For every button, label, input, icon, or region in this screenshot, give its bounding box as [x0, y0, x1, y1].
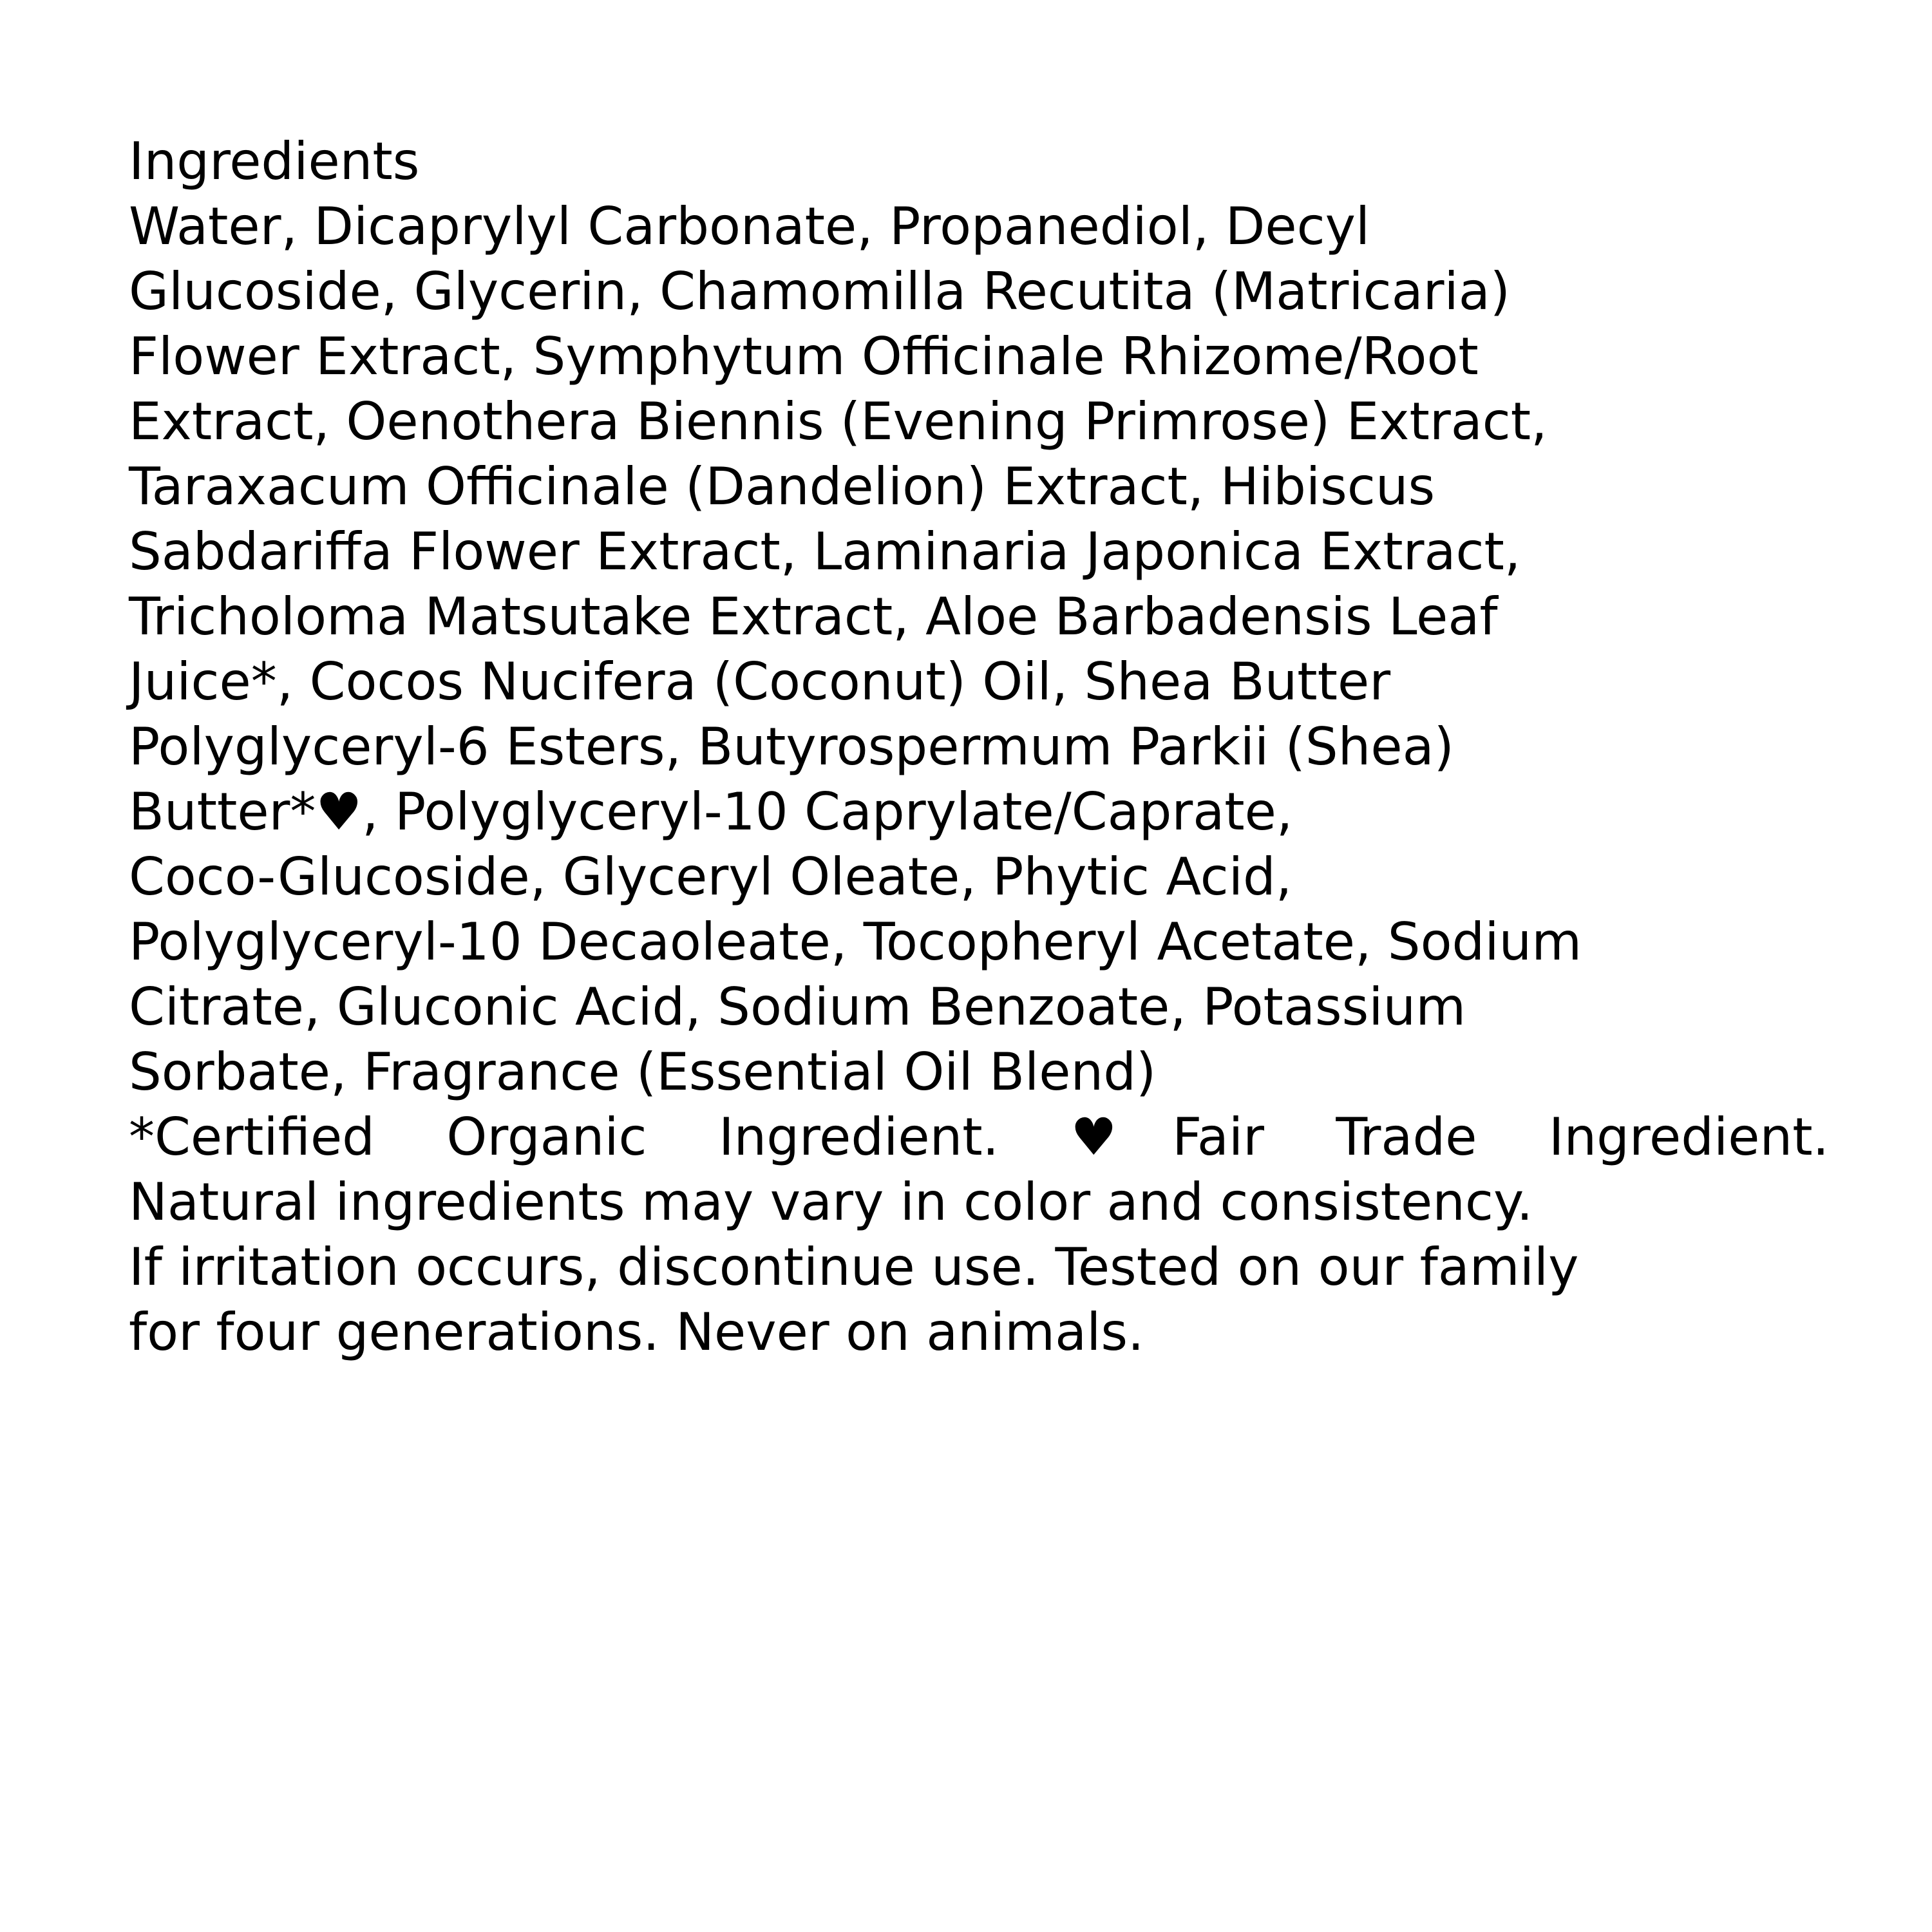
ingredient-line: Flower Extract, Symphytum Officinale Rhizome/Root: [129, 327, 1479, 386]
ingredient-line: Juice*, Cocos Nucifera (Coconut) Oil, Shea Butter: [129, 652, 1391, 712]
notice-line: Natural ingredients may vary in color and consistency.: [129, 1172, 1533, 1232]
ingredient-line: Butter*♥, Polyglyceryl-10 Caprylate/Caprate,: [129, 782, 1293, 842]
ingredient-line: Sabdariffa Flower Extract, Laminaria Japonica Extract,: [129, 522, 1521, 582]
notice-line: for four generations. Never on animals.: [129, 1302, 1144, 1362]
ingredient-line: Water, Dicaprylyl Carbonate, Propanediol, Decyl: [129, 196, 1370, 256]
ingredient-line: Coco-Glucoside, Glyceryl Oleate, Phytic Acid,: [129, 847, 1293, 907]
footnote-line: *Certified Organic Ingredient. ♥Fair Trade Ingredient.: [129, 1107, 1829, 1167]
ingredient-line: Extract, Oenothera Biennis (Evening Primrose) Extract,: [129, 392, 1548, 451]
ingredient-line: Citrate, Gluconic Acid, Sodium Benzoate, Potassium: [129, 977, 1466, 1037]
ingredients-heading: Ingredients: [129, 131, 420, 191]
ingredient-line: Sorbate, Fragrance (Essential Oil Blend): [129, 1042, 1157, 1102]
notice-line: If irritation occurs, discontinue use. Tested on our family: [129, 1237, 1579, 1297]
ingredient-line: Glucoside, Glycerin, Chamomilla Recutita (Matricaria): [129, 261, 1510, 321]
ingredient-line: Polyglyceryl-6 Esters, Butyrospermum Parkii (Shea): [129, 717, 1454, 777]
ingredient-line: Taraxacum Officinale (Dandelion) Extract, Hibiscus: [129, 457, 1435, 516]
ingredient-line: Polyglyceryl-10 Decaoleate, Tocopheryl Acetate, Sodium: [129, 912, 1582, 972]
ingredient-line: Tricholoma Matsutake Extract, Aloe Barbadensis Leaf: [129, 587, 1498, 647]
ingredients-label: [129, 129, 1829, 1365]
